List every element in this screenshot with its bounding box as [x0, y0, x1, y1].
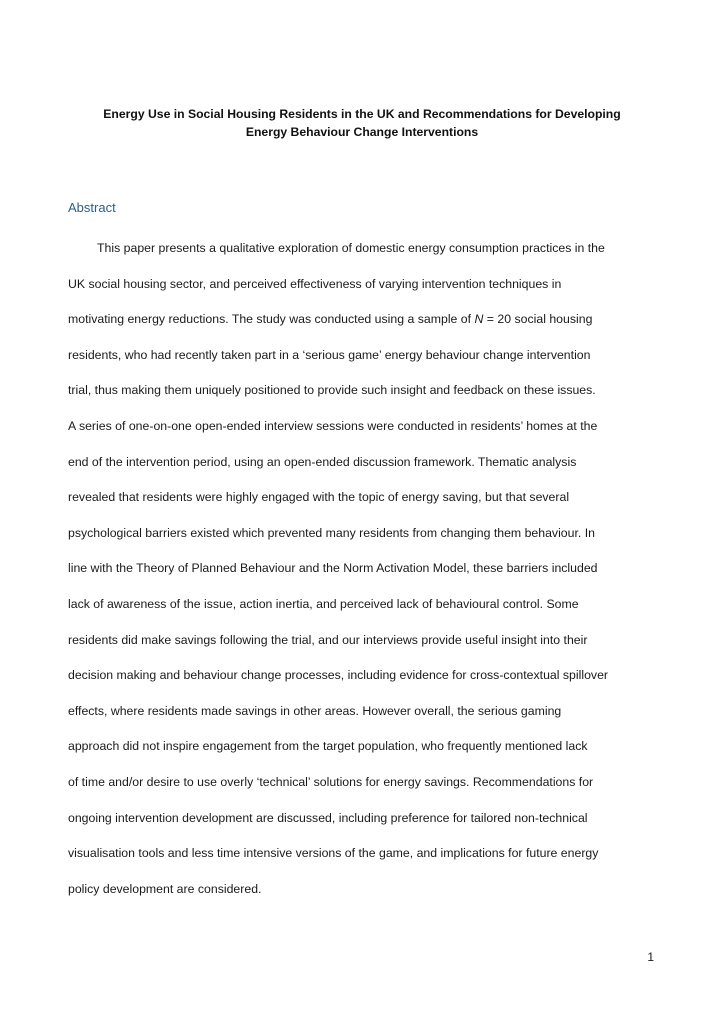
abstract-line-2: UK social housing sector, and perceived effectiveness of varying intervention techniques in [68, 276, 562, 291]
abstract-heading: Abstract [68, 200, 116, 215]
abstract-line-10: line with the Theory of Planned Behaviour and the Norm Activation Model, these barriers included [68, 561, 598, 576]
abstract-line-18: visualisation tools and less time intensive versions of the game, and implications for future energy [68, 846, 599, 861]
abstract-line-3-text: motivating energy reductions. The study was conducted using a sample of N = 20 social housing [68, 312, 593, 327]
abstract-body [68, 238, 668, 914]
abstract-line-17: ongoing intervention development are discussed, including preference for tailored non-technical [68, 810, 588, 825]
abstract-line-19: policy development are considered. [68, 881, 262, 896]
abstract-line-6: A series of one-on-one open-ended interview sessions were conducted in residents’ homes at the [68, 418, 598, 433]
abstract-line-7: end of the intervention period, using an open-ended discussion framework. Thematic analysis [68, 454, 577, 469]
paper-title [60, 105, 664, 141]
abstract-line-14: effects, where residents made savings in other areas. However overall, the serious gaming [68, 703, 562, 718]
abstract-line-16: of time and/or desire to use overly ‘technical’ solutions for energy savings. Recommendations for [68, 774, 594, 789]
abstract-line-9: psychological barriers existed which prevented many residents from changing them behaviour. In [68, 525, 595, 540]
italic-variable-n: N [474, 312, 484, 327]
abstract-line-4: residents, who had recently taken part in a ‘serious game’ energy behaviour change intervention [68, 347, 591, 362]
paper-title-line-2: Energy Behaviour Change Interventions [245, 125, 479, 139]
abstract-line-12: residents did make savings following the trial, and our interviews provide useful insight into their [68, 632, 588, 647]
abstract-line-15: approach did not inspire engagement from the target population, who frequently mentioned lack [68, 739, 588, 754]
abstract-line-11: lack of awareness of the issue, action inertia, and perceived lack of behavioural control. Some [68, 596, 579, 611]
page-number: 1 [647, 950, 654, 964]
paper-title-line-1: Energy Use in Social Housing Residents in the UK and Recommendations for Developing [103, 107, 621, 121]
abstract-line-1: This paper presents a qualitative exploration of domestic energy consumption practices in the [97, 241, 605, 255]
abstract-line-3 [68, 309, 668, 345]
abstract-line-5: trial, thus making them uniquely positioned to provide such insight and feedback on these issues. [68, 383, 596, 398]
abstract-line-13: decision making and behaviour change processes, including evidence for cross-contextual spillover [68, 668, 609, 683]
abstract-line-8: revealed that residents were highly engaged with the topic of energy saving, but that several [68, 490, 570, 505]
